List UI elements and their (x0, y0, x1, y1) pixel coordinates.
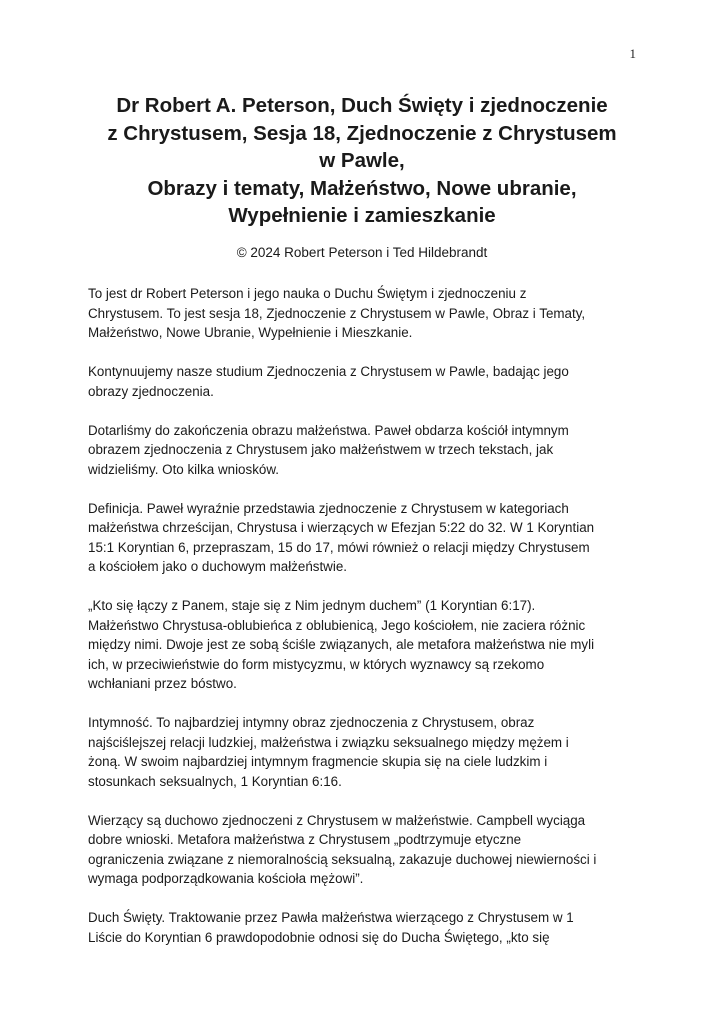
paragraph-line: Chrystusem. To jest sesja 18, Zjednoczenie z Chrystusem w Pawle, Obraz i Tematy, (88, 305, 586, 321)
title-line: z Chrystusem, Sesja 18, Zjednoczenie z Chrystusem (107, 121, 617, 145)
title-line: Wypełnienie i zamieszkanie (228, 204, 496, 227)
paragraph-line: żoną. W swoim najbardziej intymnym fragmencie skupia się na ciele ludzkim i (88, 754, 548, 769)
paragraph-line: stosunkach seksualnych, 1 Koryntian 6:16. (88, 773, 342, 789)
page-number: 1 (629, 46, 636, 61)
paragraph (88, 596, 648, 694)
paragraph-line: a kościołem jako o duchowym małżeństwie. (88, 559, 347, 574)
paragraph-line: wchłaniani przez bóstwo. (88, 676, 237, 691)
paragraph-line: widzieliśmy. Oto kilka wniosków. (88, 461, 279, 477)
paragraph-line: Małżeństwo, Nowe Ubranie, Wypełnienie i Mieszkanie. (88, 325, 413, 340)
paragraph-line: ograniczenia związane z niemoralnością seksualną, zakazuje duchowej niewierności i (88, 851, 597, 867)
paragraph (88, 713, 648, 791)
copyright-notice: © 2024 Robert Peterson i Ted Hildebrandt (236, 245, 488, 260)
paragraph (88, 499, 648, 577)
paragraph-line: małżeństwa chrześcijan, Chrystusa i wierzących w Efezjan 5:22 do 32. W 1 Koryntian (88, 520, 595, 535)
paragraph-line: To jest dr Robert Peterson i jego nauka o Duchu Świętym i zjednoczeniu z (88, 286, 527, 301)
paragraph-line: dobre wnioski. Metafora małżeństwa z Chrystusem „podtrzymuje etyczne (88, 832, 522, 847)
title-line: w Pawle, (319, 149, 405, 172)
paragraph-line: 15:1 Koryntian 6, przepraszam, 15 do 17, mówi również o relacji między Chrystusem (88, 539, 590, 555)
paragraph-line: Małżeństwo Chrystusa-oblubieńca z oblubienicą, Jego kościołem, nie zaciera różnic (88, 617, 586, 633)
paragraph-line: ich, w przeciwieństwie do form mistycyzmu, w których wyznawcy są rzekomo (88, 656, 545, 672)
document-body (88, 284, 648, 967)
paragraph-line: wymaga podporządkowania kościoła mężowi”. (88, 871, 364, 886)
title-line: Dr Robert A. Peterson, Duch Święty i zjednoczenie (116, 94, 608, 117)
paragraph (88, 811, 648, 889)
paragraph (88, 362, 648, 401)
paragraph-line: obrazem zjednoczenia z Chrystusem jako małżeństwem w trzech tekstach, jak (88, 442, 554, 457)
paragraph-line: obrazy zjednoczenia. (88, 383, 214, 399)
document-title (60, 92, 664, 230)
title-line: Obrazy i tematy, Małżeństwo, Nowe ubranie, (147, 176, 577, 200)
paragraph (88, 284, 648, 343)
paragraph-line: Intymność. To najbardziej intymny obraz zjednoczenia z Chrystusem, obraz (88, 715, 535, 730)
paragraph-line: Kontynuujemy nasze studium Zjednoczenia z Chrystusem w Pawle, badając jego (88, 364, 569, 379)
paragraph-line: najściślejszej relacji ludzkiej, małżeństwa i związku seksualnego między mężem i (88, 734, 569, 750)
paragraph-line: Liście do Koryntian 6 prawdopodobnie odnosi się do Ducha Świętego, „kto się (88, 929, 550, 945)
paragraph-line: „Kto się łączy z Panem, staje się z Nim jednym duchem” (1 Koryntian 6:17). (88, 598, 536, 613)
paragraph-line: Dotarliśmy do zakończenia obrazu małżeństwa. Paweł obdarza kościół intymnym (88, 422, 569, 438)
paragraph-line: Duch Święty. Traktowanie przez Pawła małżeństwa wierzącego z Chrystusem w 1 (88, 910, 574, 925)
paragraph (88, 421, 648, 480)
paragraph-line: Definicja. Paweł wyraźnie przedstawia zjednoczenie z Chrystusem w kategoriach (88, 500, 569, 516)
paragraph (88, 908, 648, 947)
paragraph-line: Wierzący są duchowo zjednoczeni z Chrystusem w małżeństwie. Campbell wyciąga (88, 812, 586, 828)
paragraph-line: między nimi. Dwoje jest ze sobą ściśle związanych, ale metafora małżeństwa nie myli (88, 637, 595, 652)
